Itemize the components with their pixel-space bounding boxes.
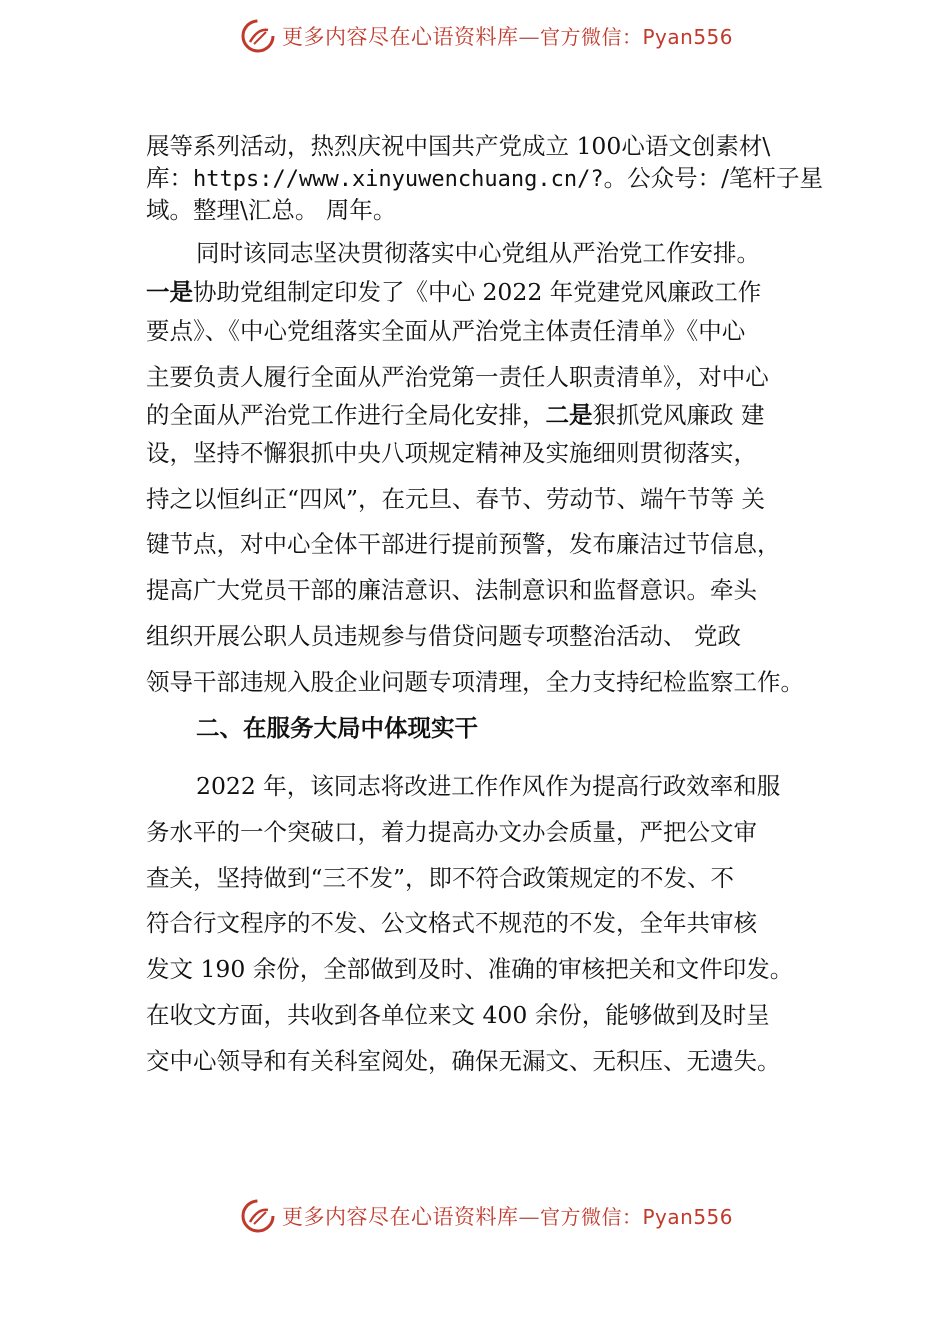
brand-logo-icon [240,1198,276,1234]
paragraph-line: 域。整理\汇总。 周年。 [146,196,397,224]
paragraph-line: 查关，坚持做到“三不发”，即不符合政策规定的不发、不 [146,864,735,892]
paragraph-line: 同时该同志坚决贯彻落实中心党组从严治党工作安排。 [196,239,760,267]
paragraph-line: 要点》、《中心党组落实全面从严治党主体责任清单》《中心 [146,317,746,345]
paragraph-line: 组织开展公职人员违规参与借贷问题专项整治活动、 党政 [146,622,741,650]
paragraph-line: 展等系列活动，热烈庆祝中国共产党成立 100心语文创素材\ [146,132,771,160]
paragraph-line: 提高广大党员干部的廉洁意识、法制意识和监督意识。牵头 [146,576,757,604]
paragraph-line: 务水平的一个突破口，着力提高办文办会质量，严把公文审 [146,818,757,846]
paragraph-line: 一是协助党组制定印发了《中心 2022 年党建党风廉政工作 [146,278,762,306]
paragraph-line: 主要负责人履行全面从严治党第一责任人职责清单》，对中心 [146,363,769,391]
paragraph-line: 的全面从严治党工作进行全局化安排，二是狠抓党风廉政 建 [146,401,765,429]
paragraph-line: 符合行文程序的不发、公文格式不规范的不发，全年共审核 [146,909,757,937]
point-two-label: 二是 [545,401,593,429]
paragraph-line: 领导干部违规入股企业问题专项清理，全力支持纪检监察工作。 [146,668,804,696]
paragraph-line: 发文 190 余份，全部做到及时、准确的审核把关和文件印发。 [146,955,794,983]
brand-logo-icon [240,18,276,54]
paragraph-line: 在收文方面，共收到各单位来文 400 余份，能够做到及时呈 [146,1001,770,1029]
banner-text: 更多内容尽在心语资料库—官方微信：Pyan556 [282,1205,734,1229]
paragraph-line: 交中心领导和有关科室阅处，确保无漏文、无积压、无遗失。 [146,1047,781,1075]
banner-text: 更多内容尽在心语资料库—官方微信：Pyan556 [282,25,734,49]
paragraph-line: 键节点，对中心全体干部进行提前预警，发布廉洁过节信息， [146,530,781,558]
paragraph-line: 库：https://www.xinyuwenchuang.cn/?。公众号：/笔杆子星 [146,164,824,192]
paragraph-line: 持之以恒纠正“四风”，在元旦、春节、劳动节、端午节等 关 [146,485,765,513]
paragraph-line: 2022 年，该同志将改进工作作风作为提高行政效率和服 [196,772,781,800]
header-banner [240,16,800,56]
url-text: https://www.xinyuwenchuang.cn/? [193,167,604,192]
point-one-label: 一是 [146,278,193,306]
section-heading: 二、在服务大局中体现实干 [196,714,478,742]
footer-banner [240,1196,800,1236]
paragraph-line: 设，坚持不懈狠抓中央八项规定精神及实施细则贯彻落实， [146,439,757,467]
